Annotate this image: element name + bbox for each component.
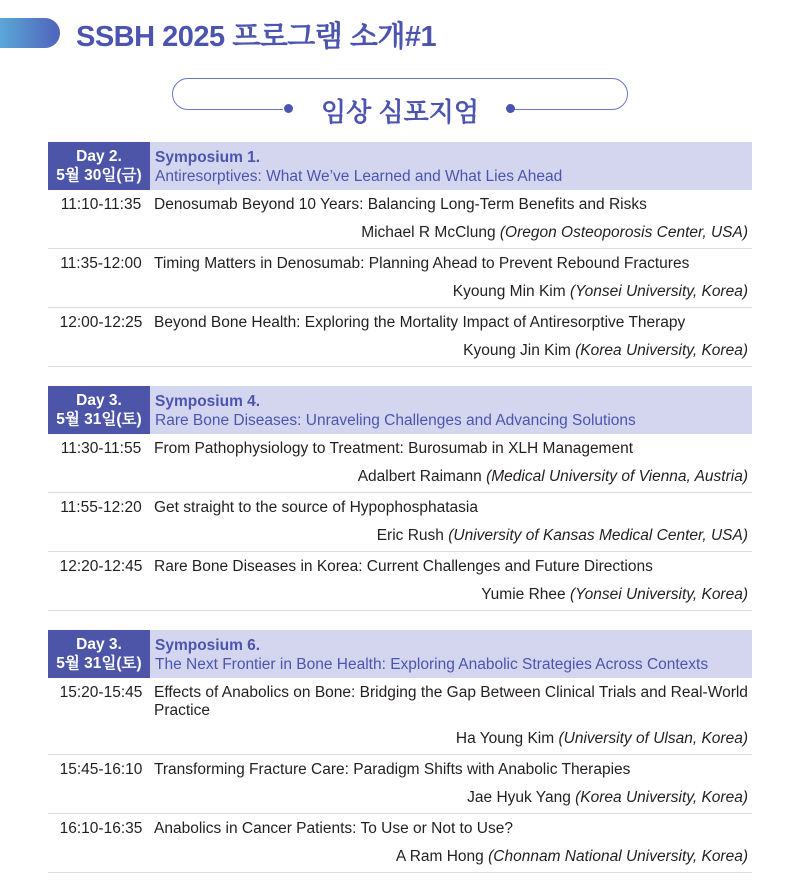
- session-header: [48, 630, 752, 678]
- session-header: [48, 142, 752, 190]
- talk-speaker-line: [48, 224, 748, 242]
- speaker-affiliation: (University of Ulsan, Korea): [558, 730, 748, 747]
- talk-speaker-line: [48, 730, 748, 748]
- speaker-name: Jae Hyuk Yang: [467, 789, 571, 806]
- talk-time: 15:20-15:45: [59, 684, 143, 701]
- talk-title: From Pathophysiology to Treatment: Burosumab in XLH Management: [154, 440, 634, 457]
- symposium-name: Symposium 1.: [155, 149, 261, 166]
- speaker-name: Kyoung Min Kim: [452, 283, 566, 300]
- speaker-name: Kyoung Jin Kim: [463, 342, 571, 359]
- section-banner: [170, 78, 630, 138]
- talk-time: 12:00-12:25: [59, 314, 143, 331]
- talk-row: [48, 552, 752, 611]
- speaker-affiliation: (Chonnam National University, Korea): [488, 848, 748, 865]
- talk-time: 11:35-12:00: [60, 255, 142, 272]
- talk-row: [48, 190, 752, 249]
- symposium-cell: [150, 386, 752, 434]
- talk-time: 11:55-12:20: [60, 499, 142, 516]
- bullet-dot-icon: [506, 104, 515, 113]
- talk-time: 16:10-16:35: [59, 820, 143, 837]
- talk-title: Get straight to the source of Hypophosphatasia: [154, 499, 478, 516]
- speaker-affiliation: (Medical University of Vienna, Austria): [486, 468, 748, 485]
- speaker-name: Michael R McClung: [361, 224, 496, 241]
- talk-title: Anabolics in Cancer Patients: To Use or Not to Use?: [154, 820, 513, 837]
- session-date: 5월 31일(토): [56, 411, 142, 428]
- symposium-theme: The Next Frontier in Bone Health: Exploring Anabolic Strategies Across Contexts: [155, 656, 709, 673]
- session-day: Day 2.: [76, 148, 122, 165]
- talk-speaker-line: [48, 848, 748, 866]
- bullet-dot-icon: [284, 104, 293, 113]
- symposium-name: Symposium 4.: [155, 393, 261, 410]
- speaker-name: Eric Rush: [376, 527, 444, 544]
- session-day-cell: [48, 386, 150, 434]
- talk-speaker-line: [48, 586, 748, 604]
- talk-row: [48, 678, 752, 755]
- talk-speaker-line: [48, 342, 748, 360]
- session-block: [48, 386, 752, 611]
- talk-speaker-line: [48, 468, 748, 486]
- talk-title: Rare Bone Diseases in Korea: Current Challenges and Future Directions: [154, 558, 653, 575]
- header-accent-bar: [0, 18, 60, 48]
- speaker-affiliation: (Yonsei University, Korea): [569, 586, 748, 603]
- talk-title: Effects of Anabolics on Bone: Bridging the Gap Between Clinical Trials and Real-World Practice: [154, 684, 748, 719]
- talk-time: 15:45-16:10: [59, 761, 143, 778]
- talk-row: [48, 308, 752, 367]
- speaker-name: Yumie Rhee: [481, 586, 566, 603]
- talk-title: Transforming Fracture Care: Paradigm Shifts with Anabolic Therapies: [154, 761, 631, 778]
- symposium-cell: [150, 630, 752, 678]
- talk-time: 11:30-11:55: [60, 440, 142, 457]
- speaker-affiliation: (Korea University, Korea): [575, 789, 748, 806]
- session-date: 5월 31일(토): [56, 655, 142, 672]
- session-header: [48, 386, 752, 434]
- talk-time: 11:10-11:35: [60, 196, 142, 213]
- talk-time: 12:20-12:45: [59, 558, 143, 575]
- symposium-theme: Rare Bone Diseases: Unraveling Challenges and Advancing Solutions: [155, 412, 636, 429]
- talk-speaker-line: [48, 283, 748, 301]
- talk-title: Beyond Bone Health: Exploring the Mortality Impact of Antiresorptive Therapy: [154, 314, 686, 331]
- session-block: [48, 630, 752, 873]
- speaker-affiliation: (Yonsei University, Korea): [569, 283, 748, 300]
- session-day-cell: [48, 142, 150, 190]
- symposium-theme: Antiresorptives: What We’ve Learned and What Lies Ahead: [155, 168, 563, 185]
- session-date: 5월 30일(금): [56, 167, 142, 184]
- talk-row: [48, 755, 752, 814]
- talk-speaker-line: [48, 527, 748, 545]
- speaker-name: Ha Young Kim: [455, 730, 555, 747]
- symposium-cell: [150, 142, 752, 190]
- talk-row: [48, 434, 752, 493]
- speaker-affiliation: (Oregon Osteoporosis Center, USA): [499, 224, 748, 241]
- symposium-name: Symposium 6.: [155, 637, 261, 654]
- talk-title: Denosumab Beyond 10 Years: Balancing Long-Term Benefits and Risks: [154, 196, 647, 213]
- talk-title: Timing Matters in Denosumab: Planning Ahead to Prevent Rebound Fractures: [154, 255, 690, 272]
- speaker-affiliation: (University of Kansas Medical Center, USA): [448, 527, 748, 544]
- talk-row: [48, 814, 752, 873]
- talk-row: [48, 249, 752, 308]
- session-day: Day 3.: [76, 636, 122, 653]
- talk-row: [48, 493, 752, 552]
- speaker-affiliation: (Korea University, Korea): [575, 342, 748, 359]
- speaker-name: Adalbert Raimann: [357, 468, 482, 485]
- talk-speaker-line: [48, 789, 748, 807]
- speaker-name: A Ram Hong: [395, 848, 484, 865]
- session-day-cell: [48, 630, 150, 678]
- session-day: Day 3.: [76, 392, 122, 409]
- session-block: [48, 142, 752, 367]
- page-title: SSBH 2025 프로그램 소개#1: [76, 21, 437, 53]
- section-title: 임상 심포지엄: [321, 97, 479, 127]
